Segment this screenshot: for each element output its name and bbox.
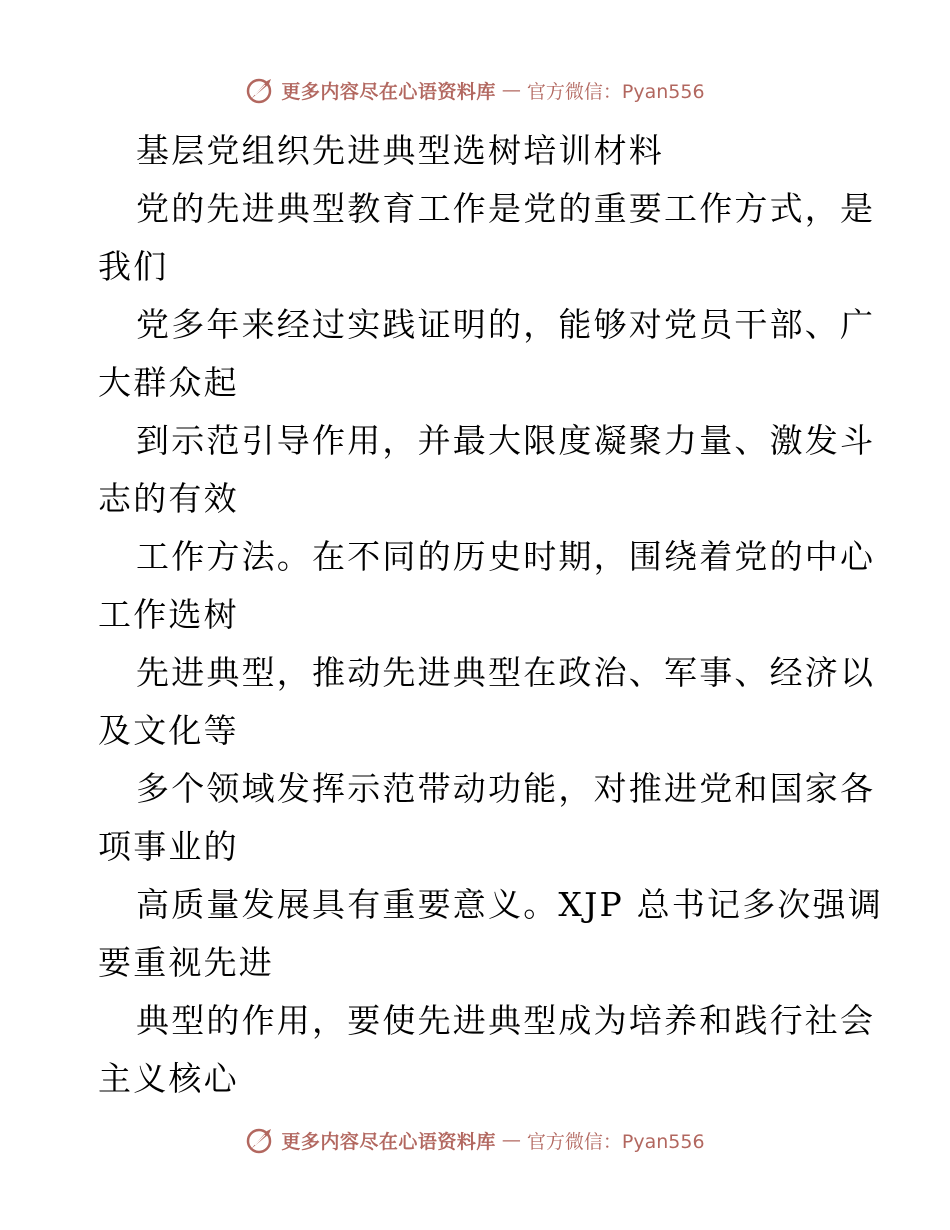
paragraph-line: 先进典型，推动先进典型在政治、军事、经济以 bbox=[136, 653, 876, 692]
document-title: 基层党组织先进典型选树培训材料 bbox=[136, 131, 664, 170]
watermark-text: 更多内容尽在心语资料库 bbox=[281, 80, 496, 103]
paragraph-line: 工作选树 bbox=[98, 595, 239, 634]
paragraph-line: 项事业的 bbox=[98, 827, 239, 866]
watermark-wechat: 官方微信：Pyan556 bbox=[526, 80, 705, 103]
paragraph-line: 多个领域发挥示范带动功能，对推进党和国家各 bbox=[136, 769, 876, 808]
watermark-dash: — bbox=[501, 1129, 521, 1151]
paragraph-line: 工作方法。在不同的历史时期，围绕着党的中心 bbox=[136, 537, 876, 576]
paragraph-line: 主义核心 bbox=[98, 1059, 239, 1098]
paragraph-line: 典型的作用，要使先进典型成为培养和践行社会 bbox=[136, 1001, 876, 1040]
quill-pen-logo-icon bbox=[245, 1125, 275, 1155]
paragraph-line: 要重视先进 bbox=[98, 943, 274, 982]
document-body bbox=[98, 122, 884, 1108]
paragraph-line: 到示范引导作用，并最大限度凝聚力量、激发斗 bbox=[136, 421, 876, 460]
paragraph-line: 高质量发展具有重要意义。XJP 总书记多次强调 bbox=[136, 885, 884, 924]
quill-pen-logo-icon bbox=[245, 75, 275, 105]
paragraph-line: 志的有效 bbox=[98, 479, 239, 518]
watermark-wechat: 官方微信：Pyan556 bbox=[526, 1130, 705, 1153]
paragraph-line: 党的先进典型教育工作是党的重要工作方式，是 bbox=[136, 189, 876, 228]
footer-watermark bbox=[0, 1120, 950, 1160]
watermark-text: 更多内容尽在心语资料库 bbox=[281, 1130, 496, 1153]
paragraph-line: 党多年来经过实践证明的，能够对党员干部、广 bbox=[136, 305, 876, 344]
paragraph-line: 及文化等 bbox=[98, 711, 239, 750]
paragraph-line: 我们 bbox=[98, 247, 169, 286]
paragraph-line: 大群众起 bbox=[98, 363, 239, 402]
header-watermark bbox=[0, 70, 950, 110]
watermark-dash: — bbox=[501, 79, 521, 101]
